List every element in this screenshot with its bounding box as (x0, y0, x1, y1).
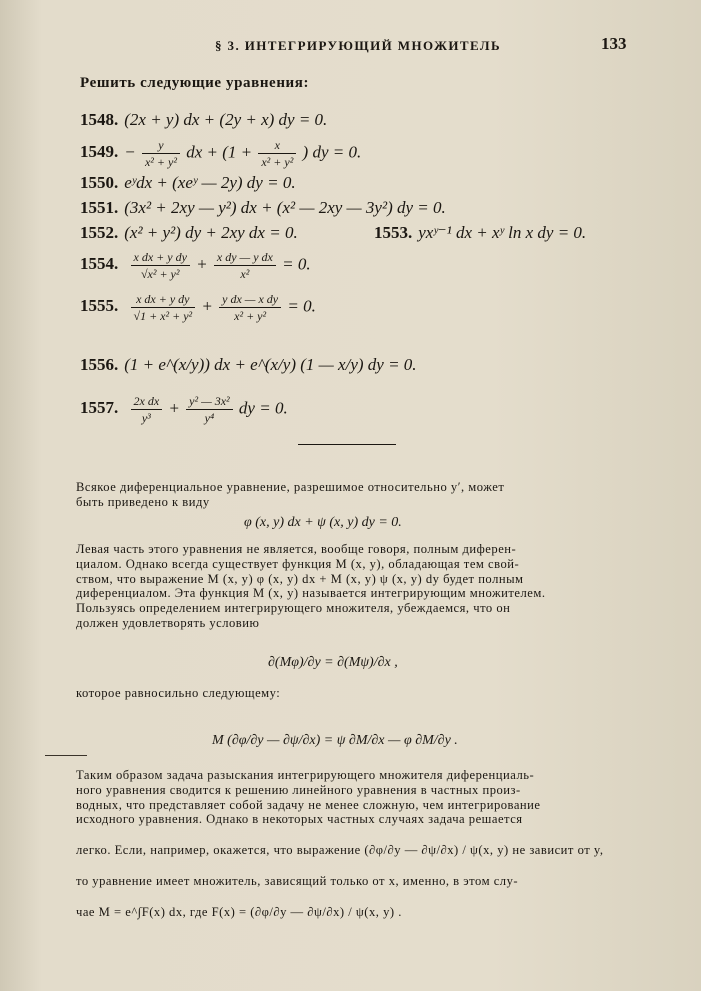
problem-equation: (x² + y²) dy + 2xy dx = 0. (124, 223, 298, 242)
problem-equation: eʸdx + (xeʸ — 2y) dy = 0. (124, 173, 296, 192)
problem-1556 (80, 355, 417, 375)
problem-1552 (80, 223, 298, 243)
fraction (131, 394, 163, 425)
denominator: y³ (141, 411, 151, 425)
section-divider (298, 444, 396, 445)
fraction (131, 250, 190, 281)
text-line: чае M = e^∫F(x) dx, где F(x) = (∂φ/∂y — ∂ψ/∂x) / ψ(x, y) . (76, 904, 402, 919)
denominator: y⁴ (204, 411, 215, 425)
problem-number: 1556. (80, 355, 119, 374)
problem-number: 1549. (80, 142, 119, 162)
problem-number: 1555. (80, 296, 119, 316)
text-line: Всякое диференциальное уравнение, разрешимое относительно y′, может (76, 480, 505, 494)
problem-1555 (80, 292, 316, 323)
problem-number: 1557. (80, 398, 119, 418)
denominator: x² (240, 267, 250, 281)
numerator: x dx + y dy (131, 250, 190, 266)
text-line: водных, что представляет собой задачу не менее сложную, чем интегрирование (76, 797, 541, 812)
condition-equation: ∂(Mφ)/∂y = ∂(Mψ)/∂x , (268, 655, 398, 670)
text-line: диференциалом. Эта функция M (x, y) называется интегрирующим множителем. (76, 586, 546, 601)
paragraph-conclusion (76, 768, 636, 920)
equation-part: = 0. (282, 254, 311, 274)
paragraph-intro (76, 480, 636, 510)
fraction (142, 138, 180, 169)
problem-number: 1552. (80, 223, 119, 242)
equation-part: = 0. (287, 296, 316, 316)
fraction (258, 138, 296, 169)
text-line: Левая часть этого уравнения не является, вообще говоря, полным диферен- (76, 542, 517, 556)
problem-1549 (80, 138, 361, 169)
problem-1551 (80, 198, 446, 218)
paragraph-definition (76, 542, 636, 631)
denominator: x² + y² (261, 155, 294, 169)
numerator: x dy — y dx (214, 250, 276, 266)
numerator: y (142, 138, 180, 154)
problem-1553 (374, 223, 586, 243)
fraction (219, 292, 281, 323)
denominator: √x² + y² (140, 267, 180, 281)
equation-part: dy = 0. (238, 398, 288, 418)
fraction (131, 292, 196, 323)
text-line: должен удовлетворять условию (76, 615, 260, 630)
problem-equation: (3x² + 2xy — y²) dx + (x² — 2xy — 3y²) dy = 0. (124, 198, 446, 217)
page-number: 133 (601, 34, 627, 53)
numerator: 2x dx (131, 394, 163, 410)
equation-part: ) dy = 0. (302, 142, 362, 162)
margin-mark (45, 755, 87, 756)
numerator: y dx — x dy (219, 292, 281, 308)
problem-1557 (80, 394, 288, 425)
problem-1550 (80, 173, 296, 193)
text-line: ством, что выражение M (x, y) φ (x, y) dx + M (x, y) ψ (x, y) dy будет полным (76, 571, 524, 586)
text-line: легко. Если, например, окажется, что выражение (∂φ/∂y — ∂ψ/∂x) / ψ(x, y) не зависит от y, (76, 843, 604, 858)
numerator: y² — 3x² (186, 394, 233, 410)
problem-equation: yxʸ⁻¹ dx + xʸ ln x dy = 0. (418, 223, 587, 242)
problem-equation: (2x + y) dx + (2y + x) dy = 0. (124, 110, 328, 129)
text-line: быть приведено к виду (76, 494, 210, 509)
minus-sign: − (124, 142, 136, 162)
problem-equation: (1 + e^(x/y)) dx + e^(x/y) (1 — x/y) dy = 0. (124, 355, 417, 374)
equation-part: dx + (1 + (186, 142, 257, 162)
numerator: x dx + y dy (131, 292, 196, 308)
problem-number: 1551. (80, 198, 119, 217)
text-line: то уравнение имеет множитель, зависящий только от x, именно, в этом слу- (76, 873, 519, 888)
problems-intro: Решить следующие уравнения: (80, 75, 310, 91)
problem-number: 1548. (80, 110, 119, 129)
problem-1554 (80, 250, 311, 281)
text-line: исходного уравнения. Однако в некоторых частных случаях задача решается (76, 812, 523, 827)
problem-number: 1554. (80, 254, 119, 274)
fraction (186, 394, 233, 425)
plus-sign: + (201, 296, 213, 316)
equivalent-equation: M (∂φ/∂y — ∂ψ/∂x) = ψ ∂M/∂x — φ ∂M/∂y . (212, 733, 458, 748)
text-line: ного уравнения сводится к решению линейного уравнения в частных произ- (76, 782, 521, 797)
denominator: x² + y² (234, 309, 267, 323)
problem-number: 1550. (80, 173, 119, 192)
fraction (214, 250, 276, 281)
problem-number: 1553. (374, 223, 413, 242)
text-line: циалом. Однако всегда существует функция M (x, y), обладающая тем свой- (76, 556, 520, 571)
denominator: x² + y² (144, 155, 177, 169)
general-equation: φ (x, y) dx + ψ (x, y) dy = 0. (244, 515, 402, 530)
plus-sign: + (196, 254, 208, 274)
text-line: которое равносильно следующему: (76, 686, 281, 700)
denominator: √1 + x² + y² (133, 309, 193, 323)
numerator: x (258, 138, 296, 154)
text-line: Пользуясь определением интегрирующего множителя, убеждаемся, что он (76, 601, 511, 616)
problem-1548 (80, 110, 327, 130)
text-line: Таким образом задача разыскания интегрирующего множителя диференциаль- (76, 768, 535, 782)
plus-sign: + (168, 398, 180, 418)
paragraph-equivalent (76, 686, 636, 701)
running-header: § 3. ИНТЕГРИРУЮЩИЙ МНОЖИТЕЛЬ (215, 38, 501, 53)
